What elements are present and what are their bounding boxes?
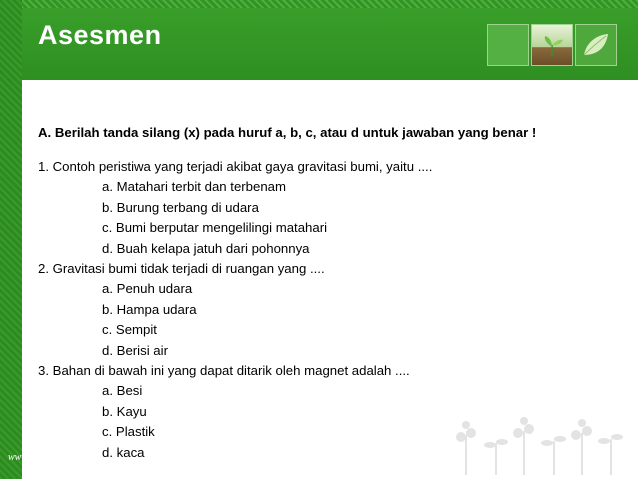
left-bar-pattern (0, 0, 22, 479)
header-stripe (0, 0, 638, 8)
leaf-photo-icon (575, 24, 617, 66)
q3-option-a: a. Besi (102, 383, 143, 399)
slide-title: Asesmen (38, 20, 162, 50)
q1-option-d: d. Buah kelapa jatuh dari pohonnya (102, 240, 310, 256)
instruction-heading: A. Berilah tanda silang (x) pada huruf a, b, c, atau d untuk jawaban yang benar ! (38, 125, 537, 140)
q3-option-b: b. Kayu (102, 403, 147, 419)
assessment-content (38, 123, 628, 463)
q2-option-c: c. Sempit (102, 322, 157, 338)
plant-silhouette-decoration (455, 415, 633, 475)
q3-option-c: c. Plastik (102, 424, 155, 440)
footer-url: www.themegallery.com (8, 452, 101, 463)
q2-option-b: b. Hampa udara (102, 301, 197, 317)
q1-option-b: b. Burung terbang di udara (102, 199, 259, 215)
q2-option-d: d. Berisi air (102, 342, 168, 358)
question-3: 3. Bahan di bawah ini yang dapat ditarik oleh magnet adalah .... (38, 363, 410, 379)
left-sidebar-bar (0, 0, 22, 479)
question-2: 2. Gravitasi bumi tidak terjadi di ruangan yang .... (38, 261, 325, 277)
sprout-photo-icon (531, 24, 573, 66)
thumbnail-plain (487, 24, 529, 66)
q1-option-c: c. Bumi berputar mengelilingi matahari (102, 220, 328, 236)
question-1: 1. Contoh peristiwa yang terjadi akibat gaya gravitasi bumi, yaitu .... (38, 159, 433, 174)
q2-option-a: a. Penuh udara (102, 281, 193, 297)
q3-option-d: d. kaca (102, 444, 145, 460)
q1-option-a: a. Matahari terbit dan terbenam (102, 179, 286, 195)
